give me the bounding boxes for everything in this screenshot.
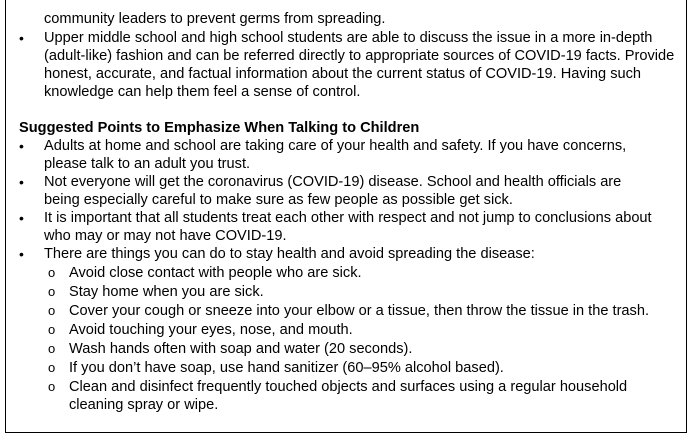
sub-bullet-5-line-1: Wash hands often with soap and water (20 seconds). [69,341,413,357]
bullet-glyph: • [19,138,24,154]
intro-continuation-line: community leaders to prevent germs from spreading. [44,11,386,27]
bullet-glyph: • [19,174,24,190]
bullet-glyph: • [19,246,24,262]
bullet-1-line-1: Adults at home and school are taking care of your health and safety. If you have concerns, [44,138,627,154]
sub-bullet-6-line-1: If you don’t have soap, use hand sanitizer (60–95% alcohol based). [69,360,504,376]
sub-bullet-1-line-1: Avoid close contact with people who are sick. [69,265,362,281]
upper-bullet-glyph: • [19,30,24,46]
upper-bullet-line-3: honest, accurate, and factual information about the current status of COVID-19. Having such [44,66,642,82]
bullet-1-line-2: please talk to an adult you trust. [44,156,251,172]
sub-bullet-glyph: o [48,322,56,337]
section-heading: Suggested Points to Emphasize When Talking to Children [19,120,420,136]
sub-bullet-2-line-1: Stay home when you are sick. [69,284,264,300]
sub-bullet-7-line-2: cleaning spray or wipe. [69,397,219,413]
upper-bullet-line-1: Upper middle school and high school students are able to discuss the issue in a more in-depth [44,30,653,46]
sub-bullet-3-line-1: Cover your cough or sneeze into your elbow or a tissue, then throw the tissue in the trash. [69,303,650,319]
sub-bullet-glyph: o [48,265,56,280]
bullet-2-line-1: Not everyone will get the coronavirus (COVID-19) disease. School and health officials are [44,174,622,190]
bullet-2-line-2: being especially careful to make sure as few people as possible get sick. [44,192,513,208]
sub-bullet-glyph: o [48,379,56,394]
bullet-3-line-2: who may or may not have COVID-19. [44,228,287,244]
sub-bullet-glyph: o [48,341,56,356]
bullet-4-line-1: There are things you can do to stay health and avoid spreading the disease: [44,246,535,262]
bullet-3-line-1: It is important that all students treat each other with respect and not jump to conclusions about [44,210,652,226]
bullet-glyph: • [19,210,24,226]
sub-bullet-glyph: o [48,303,56,318]
sub-bullet-glyph: o [48,360,56,375]
sub-bullet-7-line-1: Clean and disinfect frequently touched objects and surfaces using a regular household [69,379,628,395]
sub-bullet-4-line-1: Avoid touching your eyes, nose, and mouth. [69,322,353,338]
upper-bullet-line-2: (adult-like) fashion and can be referred directly to appropriate sources of COVID-19 facts. Provide [44,48,675,64]
sub-bullet-glyph: o [48,284,56,299]
upper-bullet-line-4: knowledge can help them feel a sense of control. [44,84,361,100]
